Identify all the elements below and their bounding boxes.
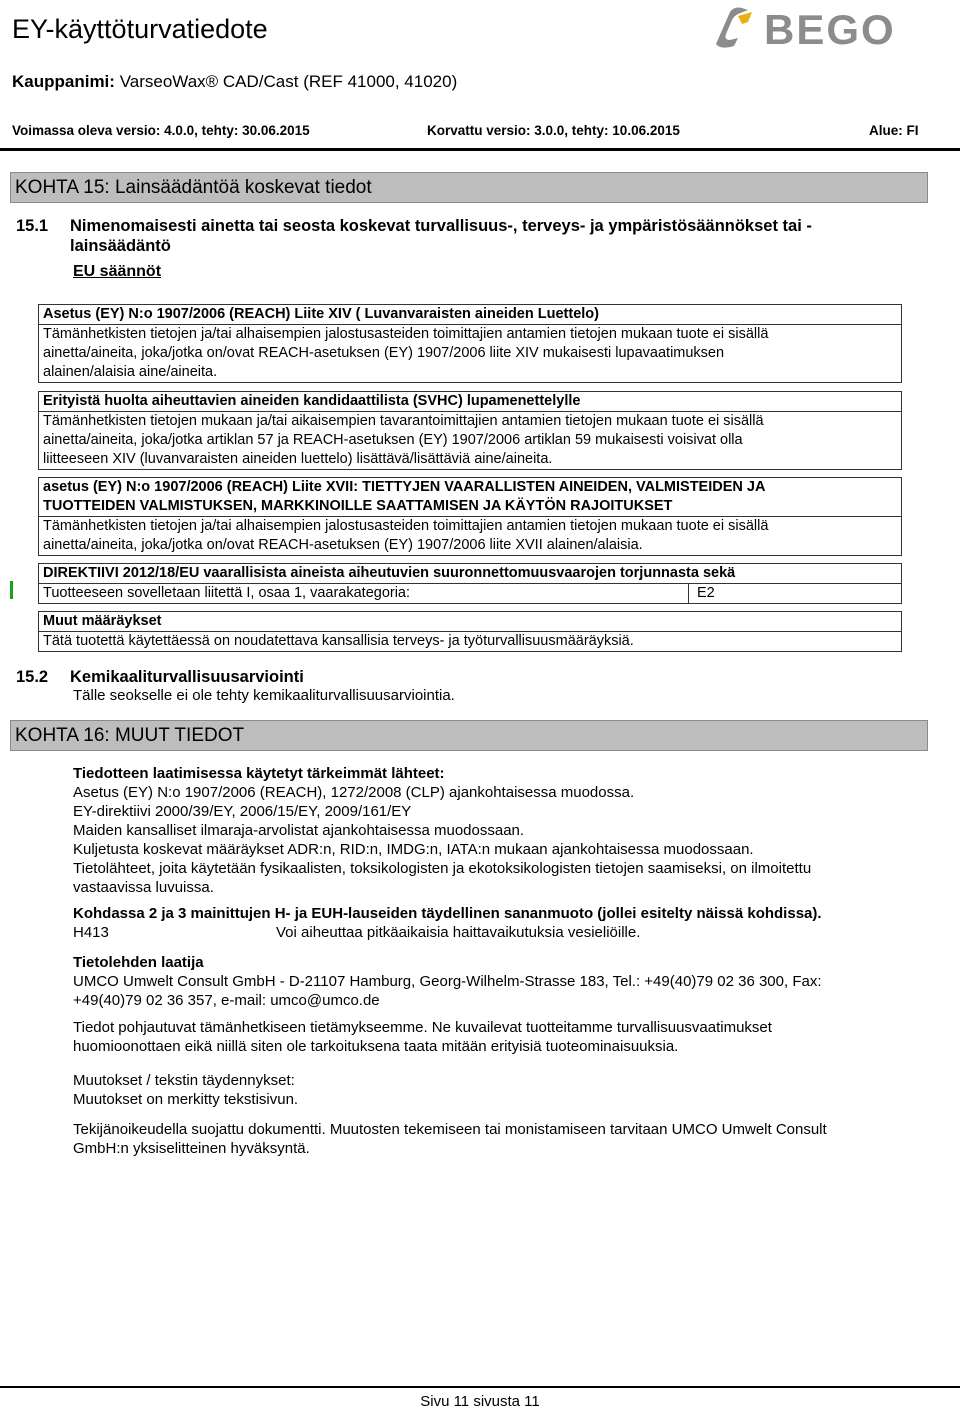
trade-name-label: Kauppanimi: xyxy=(12,72,115,91)
author-line: +49(40)79 02 36 357, e-mail: umco@umco.de xyxy=(73,992,380,1009)
h-statements-block xyxy=(73,904,933,942)
hazard-category-row xyxy=(39,584,901,603)
sources-heading: Tiedotteen laatimisessa käytetyt tärkeimmät lähteet: xyxy=(73,765,445,782)
subsection-15-1-number: 15.1 xyxy=(16,217,49,235)
box-header: DIREKTIIVI 2012/18/EU vaarallisista aineista aiheutuvien suuronnettomuusvaarojen torjunnasta sekä xyxy=(39,564,901,584)
subsection-15-2-title xyxy=(16,667,916,687)
hazard-category-label: Tuotteeseen sovelletaan liitettä I, osaa 1, vaarakategoria: xyxy=(39,584,689,603)
box-text: Tätä tuotettä käytettäessä on noudatettava kansallisia terveys- ja työturvallisuusmääräyksiä. xyxy=(43,633,634,649)
changes-block xyxy=(73,1071,933,1109)
replaced-version: Korvattu versio: 3.0.0, tehty: 10.06.2015 xyxy=(427,123,680,138)
footer-divider xyxy=(0,1386,960,1388)
change-marker xyxy=(10,581,13,599)
disclaimer-block xyxy=(73,1018,933,1056)
box-header: Muut määräykset xyxy=(39,612,901,632)
copyright-line: GmbH:n yksiselitteinen hyväksyntä. xyxy=(73,1140,310,1157)
region: Alue: FI xyxy=(869,123,919,138)
source-item: Maiden kansalliset ilmaraja-arvolistat ajankohtaisessa muodossaan. xyxy=(73,822,525,839)
csa-statement: Tälle seokselle ei ole tehty kemikaaliturvallisuusarviointia. xyxy=(73,687,455,704)
subsection-15-1-line1: Nimenomaisesti ainetta tai seosta koskevat turvallisuus-, terveys- ja ympäristösäännökset tai - xyxy=(70,217,812,235)
subsection-15-1-line2: lainsäädäntö xyxy=(70,237,171,255)
subsection-15-2-label: Kemikaaliturvallisuusarviointi xyxy=(70,668,304,686)
logo-swoosh-icon xyxy=(716,8,748,48)
source-item: EY-direktiivi 2000/39/EY, 2006/15/EY, 2009/161/EY xyxy=(73,803,412,820)
source-item: Tietolähteet, joita käytetään fysikaalisten, toksikologisten ja ekotoksikologisten tietojen saamiseksi, on ilmoitettu xyxy=(73,860,812,877)
seveso-directive-box xyxy=(38,563,902,604)
subsection-15-2-number: 15.2 xyxy=(16,668,49,686)
box-text: Tämänhetkisten tietojen ja/tai alhaisempien jalostusasteiden toimittajien antamien tietojen mukaan tuote ei sisällä xyxy=(43,326,769,342)
box-header: Asetus (EY) N:o 1907/2006 (REACH) Liite XIV ( Luvanvaraisten aineiden Luettelo) xyxy=(39,305,901,325)
author-block xyxy=(73,953,933,1010)
author-line: UMCO Umwelt Consult GmbH - D-21107 Hamburg, Georg-Wilhelm-Strasse 183, Tel.: +49(40)79 02 36 300, Fax: xyxy=(73,973,822,990)
copyright-block xyxy=(73,1120,933,1158)
sources-block xyxy=(73,764,913,897)
trade-name-line xyxy=(12,72,457,92)
page-number: Sivu 11 sivusta 11 xyxy=(420,1393,540,1410)
reach-annex-xvii-box xyxy=(38,477,902,556)
box-text: ainetta/aineita, joka/jotka on/ovat REACH-asetuksen (EY) 1907/2006 liite XIV mukaisesti lupavaatimuksen xyxy=(43,345,725,361)
logo-text: BEGO xyxy=(764,6,896,50)
box-text: ainetta/aineita, joka/jotka artiklan 57 ja REACH-asetuksen (EY) 1907/2006 artiklan 59 mukaisesti voisivat olla xyxy=(43,432,743,448)
bego-logo xyxy=(708,4,924,50)
changes-line: Muutokset on merkitty tekstisivun. xyxy=(73,1091,299,1108)
changes-line: Muutokset / tekstin täydennykset: xyxy=(73,1072,295,1089)
section-16-title: KOHTA 16: MUUT TIEDOT xyxy=(15,725,245,746)
other-regulations-box xyxy=(38,611,902,652)
eu-regulations-heading: EU säännöt xyxy=(73,263,162,280)
box-text: Tämänhetkisten tietojen mukaan ja/tai aikaisempien tavarantoimittajien antamien tietojen mukaan tuote ei sisällä xyxy=(43,413,764,429)
header-divider xyxy=(0,148,960,151)
valid-version: Voimassa oleva versio: 4.0.0, tehty: 30.06.2015 xyxy=(12,123,310,138)
source-item: Kuljetusta koskevat määräykset ADR:n, RID:n, IMDG:n, IATA:n mukaan ajankohtaisessa muodossaan. xyxy=(73,841,754,858)
box-header: TUOTTEIDEN VALMISTUKSEN, MARKKINOILLE SAATTAMISEN JA KÄYTÖN RAJOITUKSET xyxy=(39,497,901,517)
section-15-title: KOHTA 15: Lainsäädäntöä koskevat tiedot xyxy=(15,177,372,198)
disclaimer-line: Tiedot pohjautuvat tämänhetkiseen tietämykseemme. Ne kuvailevat tuotteitamme turvallisuusvaatimukset xyxy=(73,1019,772,1036)
source-item: Asetus (EY) N:o 1907/2006 (REACH), 1272/2008 (CLP) ajankohtaisessa muodossa. xyxy=(73,784,635,801)
copyright-line: Tekijänoikeudella suojattu dokumentti. Muutosten tekemiseen tai monistamiseen tarvitaan UMCO Umwelt Consult xyxy=(73,1121,827,1138)
box-text: alainen/alaisia aine/aineita. xyxy=(43,364,218,380)
disclaimer-line: huomioonottaen eikä niillä siten ole tarkoituksena taata mitään erityisiä tuoteominaisuuksia. xyxy=(73,1038,679,1055)
box-header: asetus (EY) N:o 1907/2006 (REACH) Liite XVII: TIETTYJEN VAARALLISTEN AINEIDEN, VALMISTEIDEN JA xyxy=(43,479,766,495)
section-15-bar xyxy=(10,172,928,203)
subsection-15-1-title xyxy=(16,216,916,256)
box-text: Tämänhetkisten tietojen ja/tai alhaisempien jalostusasteiden toimittajien antamien tietojen mukaan tuote ei sisällä xyxy=(43,518,769,534)
section-16-bar xyxy=(10,720,928,751)
svhc-box xyxy=(38,391,902,470)
reach-annex-xiv-box xyxy=(38,304,902,383)
source-item: vastaavissa luvuissa. xyxy=(73,879,214,896)
box-text: ainetta/aineita, joka/jotka on/ovat REACH-asetuksen (EY) 1907/2006 liite XVII alainen/alaisia. xyxy=(43,537,643,553)
hazard-category-value: E2 xyxy=(697,585,715,601)
box-header: Erityistä huolta aiheuttavien aineiden kandidaattilista (SVHC) lupamenettelylle xyxy=(39,392,901,412)
h-code: H413 xyxy=(73,924,109,941)
author-heading: Tietolehden laatija xyxy=(73,954,204,971)
h-statements-heading: Kohdassa 2 ja 3 mainittujen H- ja EUH-lauseiden täydellinen sananmuoto (jollei esitelty näissä kohdissa). xyxy=(73,905,822,922)
trade-name-value: VarseoWax® CAD/Cast (REF 41000, 41020) xyxy=(119,72,458,91)
document-title: EY-käyttöturvatiedote xyxy=(12,14,268,44)
h-text: Voi aiheuttaa pitkäaikaisia haittavaikutuksia vesieliöille. xyxy=(276,924,641,941)
box-text: liitteeseen XIV (luvanvaraisten aineiden luettelo) lisättävä/lisättäviä aine/aineita. xyxy=(43,451,553,467)
